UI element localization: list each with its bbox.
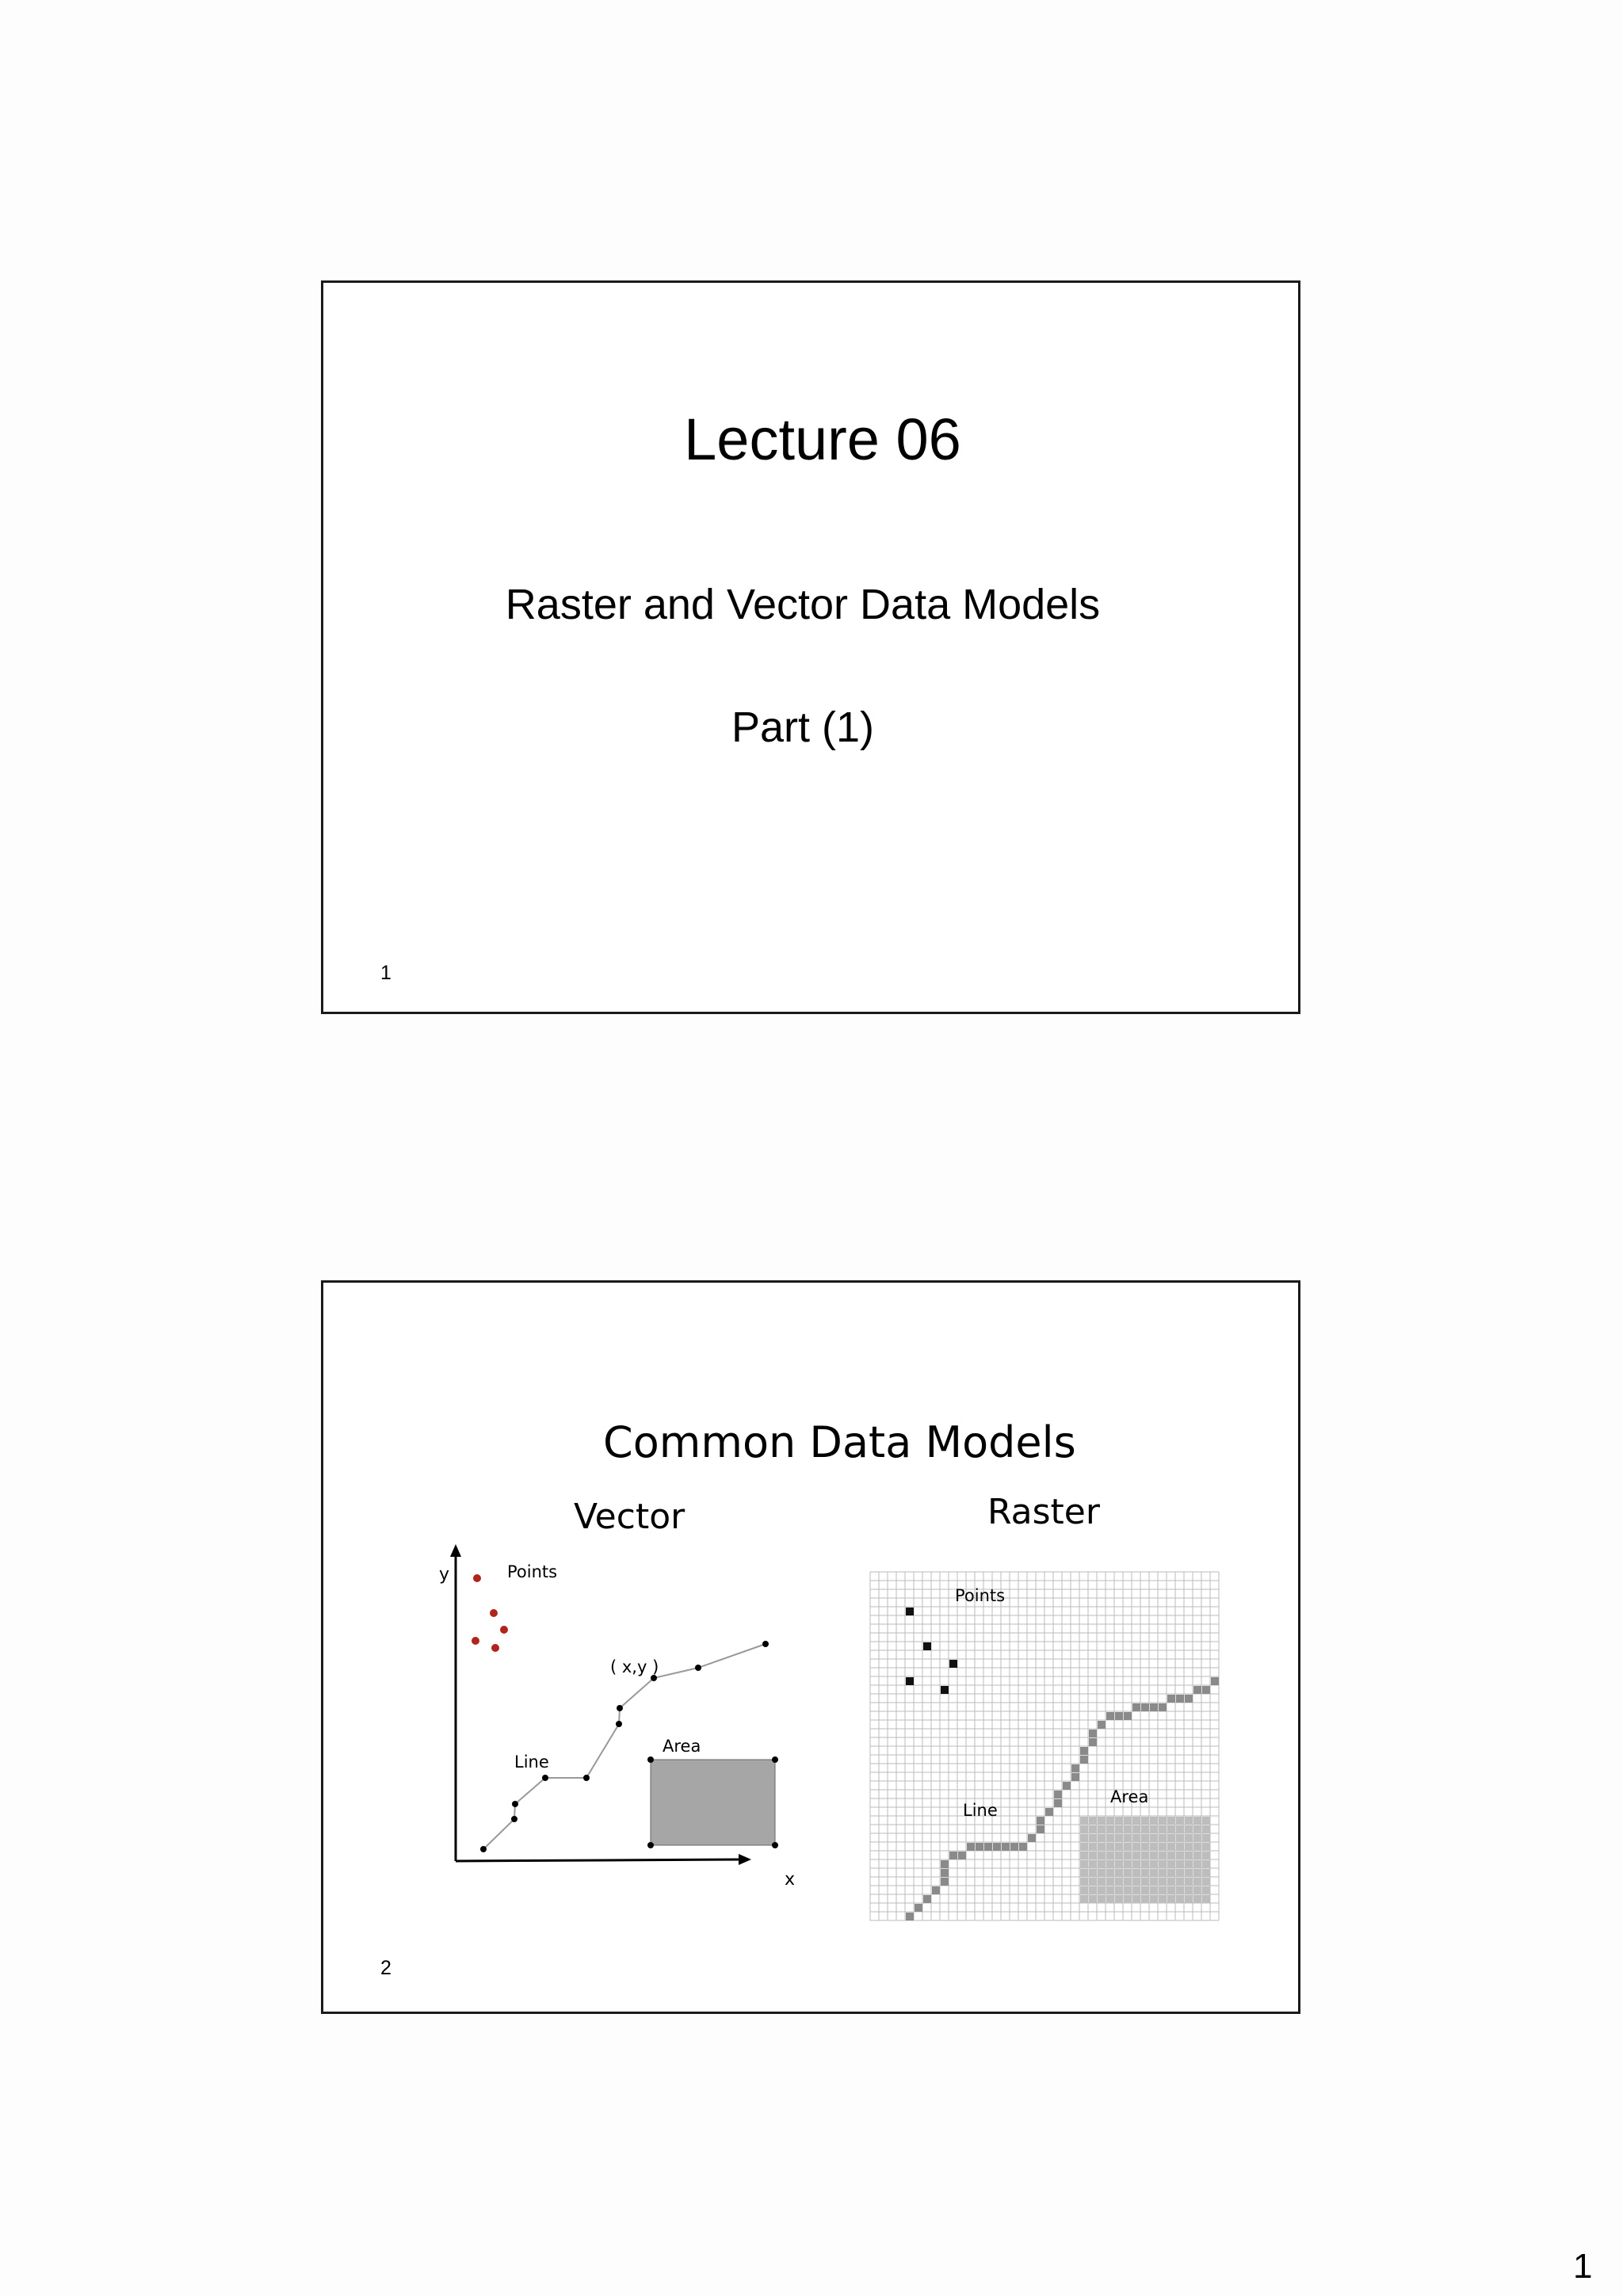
raster-line-cell bbox=[941, 1878, 949, 1886]
raster-area-cell bbox=[1124, 1852, 1132, 1859]
raster-area-cell bbox=[1176, 1843, 1184, 1851]
raster-area-cell bbox=[1124, 1886, 1132, 1894]
raster-area-cell bbox=[1176, 1834, 1184, 1842]
vector-vertex bbox=[617, 1705, 623, 1711]
slide-1-title: Lecture 06 bbox=[684, 406, 961, 472]
raster-line-cell bbox=[932, 1886, 940, 1894]
vector-vertex bbox=[695, 1665, 701, 1671]
raster-area-cell bbox=[1115, 1895, 1123, 1903]
raster-area-cell bbox=[1141, 1895, 1149, 1903]
raster-line-cell bbox=[1089, 1738, 1097, 1746]
raster-area-cell bbox=[1098, 1834, 1106, 1842]
raster-area-cell bbox=[1167, 1825, 1175, 1833]
raster-area-cell bbox=[1106, 1886, 1114, 1894]
raster-area-cell bbox=[1098, 1817, 1106, 1825]
raster-area-cell bbox=[1080, 1834, 1088, 1842]
raster-area-cell bbox=[1098, 1878, 1106, 1886]
raster-area-cell bbox=[1098, 1852, 1106, 1859]
raster-line-cell bbox=[1098, 1721, 1106, 1729]
raster-point-cell bbox=[906, 1677, 914, 1685]
vector-axis-y-label: y bbox=[439, 1565, 450, 1585]
raster-area-cell bbox=[1193, 1869, 1201, 1877]
raster-line-cell bbox=[1071, 1773, 1079, 1781]
raster-area-cell bbox=[1202, 1886, 1210, 1894]
raster-area-cell bbox=[1106, 1878, 1114, 1886]
raster-line-cell bbox=[1019, 1843, 1027, 1851]
raster-area-cell bbox=[1185, 1834, 1193, 1842]
raster-area-cell bbox=[1080, 1852, 1088, 1859]
raster-area-cell bbox=[1089, 1817, 1097, 1825]
raster-area-cell bbox=[1115, 1843, 1123, 1851]
raster-area-cell bbox=[1141, 1817, 1149, 1825]
raster-area-cell bbox=[1124, 1878, 1132, 1886]
raster-diagram bbox=[870, 1572, 1219, 1924]
raster-point-cell bbox=[949, 1660, 957, 1668]
raster-area-cell bbox=[1176, 1886, 1184, 1894]
raster-area-cell bbox=[1098, 1843, 1106, 1851]
raster-area-cell bbox=[1098, 1825, 1106, 1833]
raster-area-cell bbox=[1202, 1860, 1210, 1868]
raster-area-cell bbox=[1193, 1886, 1201, 1894]
raster-line-cell bbox=[915, 1904, 922, 1912]
raster-area-cell bbox=[1141, 1860, 1149, 1868]
raster-area-cell bbox=[1080, 1886, 1088, 1894]
raster-area-cell bbox=[1176, 1878, 1184, 1886]
raster-area-cell bbox=[1141, 1852, 1149, 1859]
raster-line-cell bbox=[993, 1843, 1001, 1851]
raster-area-cell bbox=[1159, 1878, 1167, 1886]
raster-area-cell bbox=[1106, 1852, 1114, 1859]
vector-axis-x-label: x bbox=[785, 1870, 796, 1890]
raster-area-cell bbox=[1150, 1852, 1158, 1859]
raster-line-label: Line bbox=[963, 1801, 998, 1820]
raster-area-cell bbox=[1167, 1852, 1175, 1859]
raster-area-cell bbox=[1098, 1860, 1106, 1868]
raster-area-cell bbox=[1141, 1825, 1149, 1833]
raster-area-cell bbox=[1141, 1869, 1149, 1877]
raster-area-cell bbox=[1193, 1860, 1201, 1868]
vector-y-arrow-icon bbox=[450, 1544, 461, 1557]
raster-area-cell bbox=[1106, 1860, 1114, 1868]
vector-area-vertex bbox=[647, 1756, 654, 1763]
raster-point-cell bbox=[923, 1642, 931, 1650]
raster-area-cell bbox=[1176, 1895, 1184, 1903]
raster-line-cell bbox=[949, 1852, 957, 1859]
raster-area-cell bbox=[1124, 1817, 1132, 1825]
raster-heading: Raster bbox=[987, 1492, 1100, 1532]
raster-line-cell bbox=[1141, 1703, 1149, 1711]
raster-area-cell bbox=[1080, 1878, 1088, 1886]
raster-area-cell bbox=[1124, 1834, 1132, 1842]
raster-area-cell bbox=[1080, 1825, 1088, 1833]
raster-area-cell bbox=[1132, 1860, 1140, 1868]
raster-area-cell bbox=[1167, 1869, 1175, 1877]
raster-area-cell bbox=[1115, 1817, 1123, 1825]
raster-area-cell bbox=[1089, 1895, 1097, 1903]
raster-line-cell bbox=[941, 1860, 949, 1868]
raster-area-cell bbox=[1167, 1878, 1175, 1886]
raster-area-cell bbox=[1106, 1843, 1114, 1851]
raster-area-cell bbox=[1167, 1886, 1175, 1894]
raster-area-cell bbox=[1106, 1817, 1114, 1825]
raster-area-cell bbox=[1089, 1843, 1097, 1851]
raster-line-cell bbox=[958, 1852, 966, 1859]
raster-area-cell bbox=[1185, 1825, 1193, 1833]
raster-area-cell bbox=[1202, 1852, 1210, 1859]
raster-point-cell bbox=[906, 1608, 914, 1615]
raster-area-cell bbox=[1124, 1843, 1132, 1851]
raster-area-cell bbox=[1193, 1895, 1201, 1903]
raster-line-cell bbox=[1185, 1695, 1193, 1703]
raster-line-cell bbox=[1115, 1712, 1123, 1720]
raster-area-cell bbox=[1185, 1878, 1193, 1886]
vector-coord-label: ( x,y ) bbox=[610, 1657, 659, 1676]
raster-line-cell bbox=[1080, 1756, 1088, 1764]
vector-point bbox=[472, 1637, 479, 1645]
vector-area-vertex bbox=[772, 1842, 778, 1848]
raster-area-cell bbox=[1193, 1878, 1201, 1886]
raster-area-cell bbox=[1185, 1817, 1193, 1825]
raster-area-cell bbox=[1176, 1817, 1184, 1825]
raster-area-cell bbox=[1185, 1886, 1193, 1894]
raster-area-cell bbox=[1202, 1817, 1210, 1825]
raster-line-cell bbox=[1080, 1747, 1088, 1755]
raster-point-cell bbox=[941, 1686, 949, 1694]
raster-area-cell bbox=[1089, 1825, 1097, 1833]
raster-area-cell bbox=[1089, 1860, 1097, 1868]
raster-area-cell bbox=[1141, 1878, 1149, 1886]
raster-area-cell bbox=[1132, 1895, 1140, 1903]
raster-area-cell bbox=[1089, 1834, 1097, 1842]
raster-area-cell bbox=[1098, 1869, 1106, 1877]
vector-vertex bbox=[616, 1721, 622, 1727]
raster-area-cell bbox=[1132, 1817, 1140, 1825]
vector-area-vertex bbox=[772, 1756, 778, 1763]
raster-area-cell bbox=[1176, 1869, 1184, 1877]
raster-area-cell bbox=[1115, 1825, 1123, 1833]
raster-area-cell bbox=[1080, 1869, 1088, 1877]
raster-area-cell bbox=[1089, 1869, 1097, 1877]
raster-area-cell bbox=[1150, 1843, 1158, 1851]
raster-area-cell bbox=[1132, 1843, 1140, 1851]
raster-line-cell bbox=[976, 1843, 983, 1851]
raster-line-cell bbox=[1054, 1791, 1062, 1798]
raster-area-cell bbox=[1106, 1869, 1114, 1877]
raster-area-cell bbox=[1185, 1860, 1193, 1868]
raster-area-cell bbox=[1124, 1860, 1132, 1868]
raster-area-cell bbox=[1159, 1852, 1167, 1859]
raster-area-cell bbox=[1167, 1860, 1175, 1868]
vector-area bbox=[651, 1760, 775, 1845]
slide-1-number: 1 bbox=[380, 962, 391, 984]
raster-area-cell bbox=[1202, 1878, 1210, 1886]
raster-area-cell bbox=[1115, 1878, 1123, 1886]
raster-area-cell bbox=[1141, 1843, 1149, 1851]
raster-area-cell bbox=[1115, 1886, 1123, 1894]
raster-line-cell bbox=[1045, 1808, 1053, 1816]
raster-area-cell bbox=[1167, 1895, 1175, 1903]
raster-line-cell bbox=[1037, 1817, 1044, 1825]
raster-line-cell bbox=[1089, 1730, 1097, 1737]
vector-vertex bbox=[542, 1775, 548, 1781]
raster-area-cell bbox=[1132, 1834, 1140, 1842]
raster-area-cell bbox=[1150, 1817, 1158, 1825]
raster-line-cell bbox=[1010, 1843, 1018, 1851]
raster-area-cell bbox=[1124, 1869, 1132, 1877]
slide-1 bbox=[321, 280, 1300, 1014]
raster-area-cell bbox=[1150, 1886, 1158, 1894]
raster-line-cell bbox=[1028, 1834, 1036, 1842]
raster-area-cell bbox=[1132, 1869, 1140, 1877]
vector-points-label: Points bbox=[507, 1562, 558, 1581]
vector-area-vertex bbox=[647, 1842, 654, 1848]
raster-line-cell bbox=[1193, 1686, 1201, 1694]
raster-area-cell bbox=[1141, 1834, 1149, 1842]
raster-line-cell bbox=[1176, 1695, 1184, 1703]
raster-area-cell bbox=[1167, 1817, 1175, 1825]
raster-area-cell bbox=[1150, 1825, 1158, 1833]
vector-vertex bbox=[583, 1775, 590, 1781]
raster-line-cell bbox=[1071, 1764, 1079, 1772]
raster-area-cell bbox=[1159, 1817, 1167, 1825]
raster-area-cell bbox=[1106, 1895, 1114, 1903]
raster-area-cell bbox=[1132, 1886, 1140, 1894]
vector-vertex bbox=[762, 1641, 769, 1647]
raster-line-cell bbox=[1159, 1703, 1167, 1711]
vector-vertex bbox=[512, 1801, 518, 1807]
raster-area-cell bbox=[1202, 1895, 1210, 1903]
raster-area-cell bbox=[1080, 1860, 1088, 1868]
raster-area-cell bbox=[1132, 1878, 1140, 1886]
vector-heading: Vector bbox=[574, 1497, 685, 1537]
raster-area-cell bbox=[1167, 1843, 1175, 1851]
slide-2-number: 2 bbox=[380, 1957, 391, 1979]
raster-area-cell bbox=[1115, 1852, 1123, 1859]
vector-x-axis bbox=[456, 1859, 743, 1861]
raster-area-cell bbox=[1185, 1852, 1193, 1859]
raster-line-cell bbox=[1063, 1782, 1071, 1790]
raster-area-cell bbox=[1115, 1834, 1123, 1842]
raster-area-cell bbox=[1185, 1869, 1193, 1877]
raster-line-cell bbox=[1202, 1686, 1210, 1694]
slide-1-subtitle: Raster and Vector Data Models bbox=[505, 581, 1101, 628]
slide-2-title: Common Data Models bbox=[603, 1417, 1076, 1467]
vector-point bbox=[491, 1644, 499, 1652]
raster-line-cell bbox=[1054, 1799, 1062, 1807]
raster-area-cell bbox=[1176, 1852, 1184, 1859]
raster-area-cell bbox=[1089, 1878, 1097, 1886]
raster-line-cell bbox=[1106, 1712, 1114, 1720]
raster-area-cell bbox=[1193, 1852, 1201, 1859]
raster-area-cell bbox=[1167, 1834, 1175, 1842]
raster-area-cell bbox=[1089, 1852, 1097, 1859]
raster-area-cell bbox=[1080, 1843, 1088, 1851]
raster-area-cell bbox=[1098, 1886, 1106, 1894]
raster-area-cell bbox=[1185, 1843, 1193, 1851]
raster-area-cell bbox=[1098, 1895, 1106, 1903]
raster-area-cell bbox=[1080, 1817, 1088, 1825]
vector-points bbox=[472, 1574, 508, 1652]
raster-line-cell bbox=[923, 1895, 931, 1903]
raster-line-cell bbox=[1002, 1843, 1010, 1851]
raster-area-cell bbox=[1124, 1895, 1132, 1903]
raster-line-cell bbox=[906, 1913, 914, 1920]
raster-area-cell bbox=[1159, 1860, 1167, 1868]
raster-line-cell bbox=[967, 1843, 975, 1851]
raster-area-cell bbox=[1141, 1886, 1149, 1894]
raster-area-cell bbox=[1193, 1834, 1201, 1842]
raster-line-cell bbox=[1037, 1825, 1044, 1833]
raster-area-cell bbox=[1193, 1817, 1201, 1825]
raster-area-cell bbox=[1106, 1834, 1114, 1842]
raster-line-cell bbox=[941, 1869, 949, 1877]
raster-area-cell bbox=[1202, 1825, 1210, 1833]
raster-area-cell bbox=[1159, 1825, 1167, 1833]
vector-point bbox=[500, 1626, 508, 1634]
raster-area-cell bbox=[1193, 1825, 1201, 1833]
raster-area-cell bbox=[1124, 1825, 1132, 1833]
raster-area-cell bbox=[1132, 1825, 1140, 1833]
raster-area-cell bbox=[1150, 1878, 1158, 1886]
raster-line-cell bbox=[984, 1843, 992, 1851]
vector-vertex bbox=[480, 1846, 487, 1852]
raster-line-cell bbox=[1211, 1677, 1219, 1685]
raster-area-cell bbox=[1159, 1843, 1167, 1851]
raster-area-cell bbox=[1193, 1843, 1201, 1851]
raster-area-cell bbox=[1150, 1895, 1158, 1903]
raster-line-cell bbox=[1132, 1703, 1140, 1711]
vector-diagram bbox=[434, 1544, 796, 1909]
raster-area-cell bbox=[1159, 1886, 1167, 1894]
raster-area-cell bbox=[1159, 1895, 1167, 1903]
raster-line-cell bbox=[1150, 1703, 1158, 1711]
raster-area-cell bbox=[1150, 1860, 1158, 1868]
slide-2 bbox=[321, 1280, 1300, 2014]
raster-area-cell bbox=[1159, 1834, 1167, 1842]
raster-line-cell bbox=[1167, 1695, 1175, 1703]
vector-vertex bbox=[511, 1816, 517, 1822]
raster-area-cell bbox=[1202, 1869, 1210, 1877]
raster-area-cell bbox=[1159, 1869, 1167, 1877]
raster-area-cell bbox=[1115, 1869, 1123, 1877]
raster-area-cell bbox=[1115, 1860, 1123, 1868]
slide-1-part: Part (1) bbox=[731, 704, 875, 751]
vector-point bbox=[473, 1574, 481, 1582]
raster-area-cell bbox=[1176, 1825, 1184, 1833]
raster-area-label: Area bbox=[1110, 1787, 1149, 1806]
vector-area-label: Area bbox=[663, 1737, 701, 1756]
raster-area-cell bbox=[1185, 1895, 1193, 1903]
raster-area-cell bbox=[1150, 1834, 1158, 1842]
raster-area-cell bbox=[1176, 1860, 1184, 1868]
raster-line-cell bbox=[1124, 1712, 1132, 1720]
raster-points-label: Points bbox=[955, 1586, 1006, 1605]
raster-area-cell bbox=[1080, 1895, 1088, 1903]
vector-line-label: Line bbox=[514, 1753, 549, 1772]
page-number: 1 bbox=[1573, 2247, 1593, 2286]
vector-point bbox=[490, 1609, 498, 1617]
raster-area-cell bbox=[1089, 1886, 1097, 1894]
raster-area-cell bbox=[1202, 1843, 1210, 1851]
raster-area-cell bbox=[1150, 1869, 1158, 1877]
raster-area-cell bbox=[1106, 1825, 1114, 1833]
vector-x-arrow-icon bbox=[739, 1854, 751, 1865]
raster-area-cell bbox=[1132, 1852, 1140, 1859]
raster-area-cell bbox=[1202, 1834, 1210, 1842]
